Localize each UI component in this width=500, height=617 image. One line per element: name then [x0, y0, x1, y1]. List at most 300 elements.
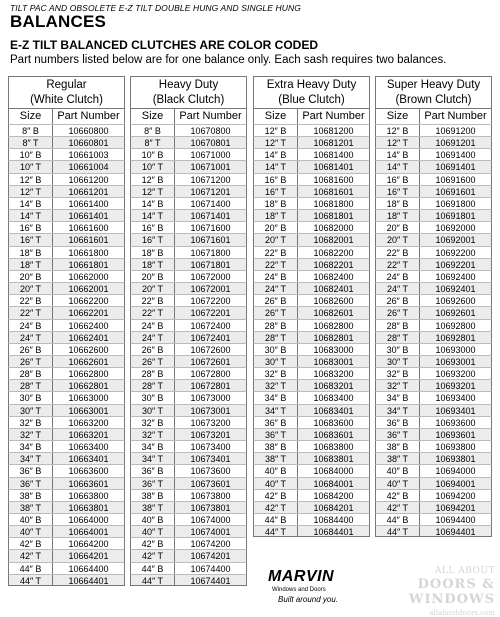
- table-row: [253, 404, 370, 416]
- column-header: [253, 109, 370, 124]
- table-row: [375, 525, 492, 537]
- part-number-cell: 10692601: [435, 308, 476, 319]
- size-cell: 34″ B: [131, 441, 175, 452]
- part-number-cell: 10694000: [435, 466, 476, 477]
- size-cell: 26″ T: [254, 307, 298, 318]
- part-number-cell: 10672400: [190, 320, 231, 331]
- size-cell: 10″ B: [131, 149, 175, 160]
- part-number-cell: 10663201: [68, 429, 109, 440]
- size-cell: 12″ B: [131, 174, 175, 185]
- size-cell: 24″ B: [376, 271, 420, 282]
- size-cell: 8″ B: [131, 125, 175, 136]
- group-header: [253, 76, 370, 109]
- size-cell: 30″ B: [131, 392, 175, 403]
- size-cell: 28″ T: [376, 332, 420, 343]
- part-number-cell: 10684401: [313, 527, 354, 537]
- table-row: [253, 513, 370, 525]
- table-row: [8, 173, 125, 185]
- part-number-cell: 10672600: [190, 344, 231, 355]
- table-row: [130, 209, 247, 221]
- size-cell: 24″ T: [254, 283, 298, 294]
- size-cell: 36″ T: [376, 429, 420, 440]
- part-number-cell: 10663001: [68, 405, 109, 416]
- part-number-cell: 10683801: [313, 454, 354, 465]
- size-cell: 12″ T: [131, 186, 175, 197]
- table-row: [375, 209, 492, 221]
- part-number-cell: 10664000: [68, 515, 109, 525]
- table-row: [253, 173, 370, 185]
- part-number-cell: 10684200: [313, 490, 354, 501]
- size-cell: 18″ B: [9, 247, 53, 258]
- table-row: [130, 428, 247, 440]
- size-cell: 22″ B: [254, 247, 298, 258]
- table-row: [375, 136, 492, 148]
- size-cell: 12″ T: [254, 137, 298, 148]
- table-row: [375, 440, 492, 452]
- table-row: [130, 477, 247, 489]
- table-row: [253, 270, 370, 282]
- size-cell: 34″ B: [9, 441, 53, 452]
- size-cell: 10″ T: [9, 161, 53, 172]
- size-cell: 22″ T: [254, 259, 298, 270]
- table-row: [130, 452, 247, 464]
- part-number-cell: 10691400: [435, 150, 476, 161]
- part-number-cell: 10681200: [313, 126, 354, 136]
- size-cell: 36″ B: [9, 465, 53, 476]
- part-number-cell: 10682400: [313, 271, 354, 282]
- table-row: [130, 574, 247, 586]
- table-row: [8, 355, 125, 367]
- part-number-cell: 10681400: [313, 150, 354, 161]
- size-cell: 32″ B: [131, 417, 175, 428]
- group-header: [130, 76, 247, 109]
- size-cell: 38″ T: [254, 453, 298, 464]
- size-cell: 28″ B: [254, 320, 298, 331]
- watermark: [395, 566, 495, 617]
- table-row: [130, 525, 247, 537]
- table-row: [8, 209, 125, 221]
- table-row: [8, 574, 125, 586]
- table-row: [253, 233, 370, 245]
- brand-tagline: Built around you.: [278, 595, 339, 604]
- size-cell: 22″ B: [131, 295, 175, 306]
- watermark-line3: allaboutdoors.com: [429, 609, 495, 617]
- size-cell: 28″ B: [131, 368, 175, 379]
- part-number-cell: 10661600: [68, 223, 109, 234]
- size-cell: 38″ B: [376, 441, 420, 452]
- table-row: [253, 221, 370, 233]
- size-cell: 38″ T: [9, 502, 53, 513]
- table-row: [253, 391, 370, 403]
- group-name: Super Heavy Duty: [386, 78, 481, 91]
- table-row: [8, 124, 125, 136]
- subtitle: E-Z TILT BALANCED CLUTCHES ARE COLOR CODED: [10, 38, 318, 52]
- table-row: [8, 391, 125, 403]
- table-row: [8, 270, 125, 282]
- part-number-cell: 10694400: [435, 515, 476, 525]
- part-number-cell: 10671201: [190, 186, 231, 197]
- size-cell: 18″ B: [376, 198, 420, 209]
- part-number-cell: 10674201: [190, 551, 231, 562]
- part-number-cell: 10682600: [313, 296, 354, 307]
- table-row: [375, 173, 492, 185]
- group-clutch: (Black Clutch): [152, 93, 225, 106]
- table-row: [130, 355, 247, 367]
- part-number-cell: 10681201: [313, 138, 354, 149]
- part-number-cell: 10674001: [190, 527, 231, 538]
- table-row: [375, 477, 492, 489]
- table-row: [8, 489, 125, 501]
- part-number-cell: 10693601: [435, 429, 476, 440]
- column-header: [375, 109, 492, 124]
- table-row: [130, 537, 247, 549]
- column-header: [8, 109, 125, 124]
- part-number-cell: 10673201: [190, 429, 231, 440]
- table-row: [130, 173, 247, 185]
- part-number-cell: 10684201: [313, 502, 354, 513]
- part-number-cell: 10662801: [68, 381, 109, 392]
- table-group: [375, 76, 492, 537]
- group-name: Regular: [46, 78, 87, 91]
- part-number-cell: 10664001: [68, 527, 109, 538]
- size-cell: 44″ T: [376, 526, 420, 536]
- table-row: [375, 343, 492, 355]
- column-part-number: Part Number: [57, 110, 120, 122]
- size-cell: 44″ T: [9, 575, 53, 585]
- size-cell: 42″ T: [131, 550, 175, 561]
- part-number-cell: 10691601: [435, 186, 476, 197]
- part-number-cell: 10671801: [190, 259, 231, 270]
- size-cell: 38″ B: [254, 441, 298, 452]
- size-cell: 30″ B: [254, 344, 298, 355]
- supertitle: TILT PAC AND OBSOLETE E-Z TILT DOUBLE HUNG AND SINGLE HUNG: [10, 3, 301, 13]
- size-cell: 38″ B: [131, 490, 175, 501]
- table-row: [375, 258, 492, 270]
- part-number-cell: 10682601: [313, 308, 354, 319]
- part-number-cell: 10661201: [68, 186, 109, 197]
- size-cell: 8″ T: [131, 137, 175, 148]
- size-cell: 36″ B: [376, 417, 420, 428]
- column-part-number: Part Number: [424, 110, 487, 122]
- table-row: [253, 197, 370, 209]
- table-row: [375, 379, 492, 391]
- size-cell: 18″ T: [376, 210, 420, 221]
- part-number-cell: 10673801: [190, 502, 231, 513]
- size-cell: 12″ T: [9, 186, 53, 197]
- size-cell: 20″ T: [131, 283, 175, 294]
- table-row: [130, 464, 247, 476]
- size-cell: 42″ B: [131, 538, 175, 549]
- table-row: [253, 355, 370, 367]
- part-number-cell: 10692401: [435, 284, 476, 295]
- part-number-cell: 10692001: [435, 235, 476, 246]
- part-number-cell: 10663600: [68, 466, 109, 477]
- part-number-cell: 10693001: [435, 356, 476, 367]
- size-cell: 18″ T: [254, 210, 298, 221]
- table-row: [8, 404, 125, 416]
- size-cell: 34″ B: [376, 392, 420, 403]
- size-cell: 40″ T: [376, 478, 420, 489]
- part-number-cell: 10692801: [435, 332, 476, 343]
- part-number-cell: 10681801: [313, 211, 354, 222]
- table-row: [130, 258, 247, 270]
- size-cell: 18″ T: [9, 259, 53, 270]
- part-number-cell: 10673600: [190, 466, 231, 477]
- part-number-cell: 10673401: [190, 454, 231, 465]
- size-cell: 40″ T: [254, 478, 298, 489]
- size-cell: 16″ T: [131, 234, 175, 245]
- table-row: [375, 428, 492, 440]
- group-name: Extra Heavy Duty: [266, 78, 357, 91]
- table-row: [253, 367, 370, 379]
- column-size: Size: [9, 109, 53, 124]
- table-row: [130, 549, 247, 561]
- table-row: [8, 221, 125, 233]
- table-row: [8, 501, 125, 513]
- table-row: [253, 246, 370, 258]
- table-row: [130, 148, 247, 160]
- size-cell: 36″ B: [131, 465, 175, 476]
- size-cell: 20″ B: [254, 222, 298, 233]
- size-cell: 12″ B: [254, 125, 298, 136]
- table-row: [375, 197, 492, 209]
- part-number-cell: 10670801: [190, 138, 231, 149]
- table-row: [253, 136, 370, 148]
- table-row: [375, 501, 492, 513]
- part-number-cell: 10692600: [435, 296, 476, 307]
- table-row: [375, 246, 492, 258]
- table-row: [253, 379, 370, 391]
- part-number-cell: 10661400: [68, 198, 109, 209]
- table-group: [8, 76, 125, 586]
- part-number-cell: 10682801: [313, 332, 354, 343]
- table-row: [130, 185, 247, 197]
- part-number-cell: 10684400: [313, 515, 354, 525]
- size-cell: 28″ T: [254, 332, 298, 343]
- part-number-cell: 10691200: [435, 126, 476, 136]
- part-number-cell: 10684001: [313, 478, 354, 489]
- size-cell: 28″ T: [9, 380, 53, 391]
- note: Part numbers listed below are for one balance only. Each sash requires two balances.: [10, 54, 447, 66]
- part-number-cell: 10661200: [68, 174, 109, 185]
- part-number-cell: 10673000: [190, 393, 231, 404]
- part-number-cell: 10673400: [190, 442, 231, 453]
- table-row: [375, 270, 492, 282]
- table-row: [8, 306, 125, 318]
- size-cell: 38″ B: [9, 490, 53, 501]
- size-cell: 16″ T: [9, 234, 53, 245]
- part-number-cell: 10661601: [68, 235, 109, 246]
- part-number-cell: 10683600: [313, 417, 354, 428]
- size-cell: 36″ B: [254, 417, 298, 428]
- part-number-cell: 10694201: [435, 502, 476, 513]
- size-cell: 22″ T: [131, 307, 175, 318]
- group-clutch: (White Clutch): [30, 93, 103, 106]
- table-row: [8, 136, 125, 148]
- size-cell: 14″ T: [254, 161, 298, 172]
- size-cell: 34″ T: [376, 405, 420, 416]
- size-cell: 14″ B: [131, 198, 175, 209]
- table-row: [253, 501, 370, 513]
- size-cell: 20″ T: [9, 283, 53, 294]
- table-row: [253, 428, 370, 440]
- table-row: [130, 233, 247, 245]
- part-number-cell: 10672000: [190, 271, 231, 282]
- part-number-cell: 10663800: [68, 490, 109, 501]
- table-row: [253, 452, 370, 464]
- part-number-cell: 10683200: [313, 369, 354, 380]
- page-title: BALANCES: [10, 12, 107, 31]
- table-row: [253, 306, 370, 318]
- part-number-cell: 10663801: [68, 502, 109, 513]
- size-cell: 22″ B: [9, 295, 53, 306]
- part-number-cell: 10672401: [190, 332, 231, 343]
- part-number-cell: 10662600: [68, 344, 109, 355]
- group-header: [375, 76, 492, 109]
- table-row: [130, 391, 247, 403]
- size-cell: 30″ B: [9, 392, 53, 403]
- table-row: [253, 440, 370, 452]
- table-row: [8, 537, 125, 549]
- size-cell: 12″ B: [376, 125, 420, 136]
- part-number-cell: 10693600: [435, 417, 476, 428]
- table-row: [8, 148, 125, 160]
- part-number-cell: 10664201: [68, 551, 109, 562]
- size-cell: 14″ B: [9, 198, 53, 209]
- part-number-cell: 10681601: [313, 186, 354, 197]
- table-row: [130, 270, 247, 282]
- size-cell: 42″ T: [254, 502, 298, 513]
- part-number-cell: 10671600: [190, 223, 231, 234]
- size-cell: 24″ T: [131, 332, 175, 343]
- size-cell: 44″ T: [254, 526, 298, 536]
- part-number-cell: 10683201: [313, 381, 354, 392]
- table-row: [130, 501, 247, 513]
- part-number-cell: 10682201: [313, 259, 354, 270]
- part-number-cell: 10693200: [435, 369, 476, 380]
- size-cell: 40″ T: [131, 526, 175, 537]
- table-row: [375, 185, 492, 197]
- size-cell: 34″ B: [254, 392, 298, 403]
- watermark-line2: DOORS & WINDOWS: [408, 577, 495, 607]
- table-row: [130, 379, 247, 391]
- size-cell: 44″ B: [376, 514, 420, 525]
- size-cell: 18″ T: [131, 259, 175, 270]
- size-cell: 24″ T: [9, 332, 53, 343]
- part-number-cell: 10692800: [435, 320, 476, 331]
- table-row: [130, 197, 247, 209]
- part-number-cell: 10681600: [313, 174, 354, 185]
- size-cell: 16″ B: [9, 222, 53, 233]
- part-number-cell: 10692000: [435, 223, 476, 234]
- part-number-cell: 10661003: [68, 150, 109, 161]
- table-row: [8, 258, 125, 270]
- size-cell: 30″ T: [131, 405, 175, 416]
- size-cell: 28″ T: [131, 380, 175, 391]
- table-row: [8, 160, 125, 172]
- size-cell: 20″ B: [9, 271, 53, 282]
- table-row: [375, 391, 492, 403]
- part-number-cell: 10682200: [313, 247, 354, 258]
- size-cell: 14″ B: [376, 149, 420, 160]
- part-number-cell: 10694401: [435, 527, 476, 537]
- part-number-cell: 10693401: [435, 405, 476, 416]
- table-row: [8, 197, 125, 209]
- size-cell: 12″ B: [9, 174, 53, 185]
- size-cell: 26″ T: [9, 356, 53, 367]
- table-row: [130, 489, 247, 501]
- part-number-cell: 10694200: [435, 490, 476, 501]
- size-cell: 40″ B: [254, 465, 298, 476]
- table-row: [130, 331, 247, 343]
- table-row: [8, 440, 125, 452]
- size-cell: 10″ B: [9, 149, 53, 160]
- part-number-cell: 10694001: [435, 478, 476, 489]
- part-number-cell: 10661801: [68, 259, 109, 270]
- size-cell: 16″ T: [254, 186, 298, 197]
- size-cell: 42″ B: [254, 490, 298, 501]
- table-row: [375, 233, 492, 245]
- size-cell: 26″ B: [9, 344, 53, 355]
- part-number-cell: 10664401: [68, 575, 109, 585]
- part-number-cell: 10692400: [435, 271, 476, 282]
- size-cell: 18″ B: [131, 247, 175, 258]
- part-number-cell: 10673200: [190, 417, 231, 428]
- part-number-cell: 10681401: [313, 162, 354, 173]
- part-number-cell: 10671200: [190, 174, 231, 185]
- table-row: [253, 331, 370, 343]
- size-cell: 28″ B: [9, 368, 53, 379]
- table-row: [375, 452, 492, 464]
- table-row: [253, 282, 370, 294]
- brand-name: MARVIN: [268, 568, 335, 585]
- table-row: [130, 440, 247, 452]
- table-group: [253, 76, 370, 537]
- size-cell: 42″ B: [376, 490, 420, 501]
- size-cell: 34″ T: [254, 405, 298, 416]
- size-cell: 20″ T: [376, 234, 420, 245]
- table-group: [130, 76, 247, 586]
- table-row: [8, 452, 125, 464]
- part-number-cell: 10683400: [313, 393, 354, 404]
- size-cell: 14″ T: [376, 161, 420, 172]
- table-row: [130, 306, 247, 318]
- part-number-cell: 10672001: [190, 284, 231, 295]
- part-number-cell: 10691600: [435, 174, 476, 185]
- size-cell: 24″ T: [376, 283, 420, 294]
- table-row: [8, 282, 125, 294]
- group-clutch: (Brown Clutch): [395, 93, 472, 106]
- part-number-cell: 10674401: [190, 575, 231, 585]
- part-number-cell: 10693201: [435, 381, 476, 392]
- size-cell: 8″ T: [9, 137, 53, 148]
- table-row: [253, 489, 370, 501]
- table-row: [253, 160, 370, 172]
- part-number-cell: 10660801: [68, 138, 109, 149]
- table-row: [130, 136, 247, 148]
- table-row: [253, 185, 370, 197]
- table-row: [375, 319, 492, 331]
- table-row: [130, 124, 247, 136]
- size-cell: 32″ T: [9, 429, 53, 440]
- table-row: [253, 258, 370, 270]
- part-number-cell: 10681800: [313, 198, 354, 209]
- size-cell: 14″ T: [131, 210, 175, 221]
- size-cell: 30″ T: [9, 405, 53, 416]
- part-number-cell: 10683800: [313, 442, 354, 453]
- table-row: [130, 246, 247, 258]
- table-row: [8, 428, 125, 440]
